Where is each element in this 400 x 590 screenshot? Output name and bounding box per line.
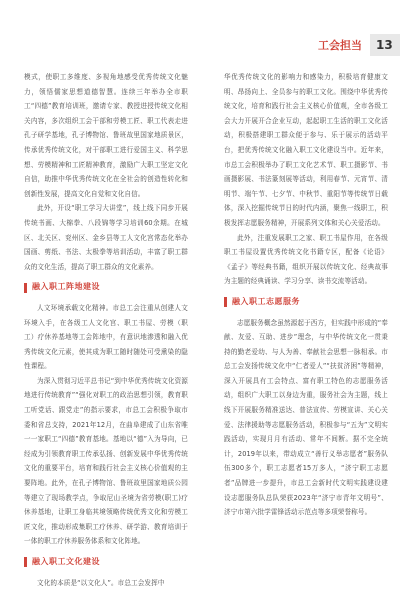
section-heading (24, 555, 188, 570)
section-heading (24, 280, 188, 295)
heading-bar (224, 297, 227, 307)
page-number: 13 (370, 34, 400, 56)
paragraph: 文化的本质是“以文化人”。市总工会发挥中 (37, 578, 165, 587)
left-column (24, 70, 188, 590)
section-heading (224, 295, 388, 310)
paragraph: 华优秀传统文化的影响力和感染力，积极培育健康文明、昂扬向上、全员参与的职工文化。围绕中华优秀传统文化，培育和践行社会主义核心价值观，全市各级工会大力开展开合企业互动，起起职工生活的职工文化活动，积极搭建职工群众便于参与、乐于展示的活动平台，把优秀传统文化融入职工文化建设当中。近年来，市总工会积极举办了职工文化艺术节、职工摄影节、书画摄影展、书法篆刻展等活动，利用春节、元宵节、清明节、端午节、七夕节、中秋节、重阳节等传统节日载体，深入挖掘传统节日的时代内涵，聚焦一线职工，积极发挥志愿服务精神，开展系列文体和关心关爱活动。 (224, 73, 388, 227)
right-column (224, 70, 388, 520)
paragraph: 志愿服务概念虽然源起于西方，但实践中形成的“奉献、友爱、互助、进步”理念，与中华传统文化一贯秉持的勤老爱幼、与人为善、奉献社会思想一脉相承。市总工会发扬传统文化中“仁者爱人”“扶贫济困”等精神，深入开展具有工会特点、富有职工特色的志愿服务活动，组织广大职工以身边为重，服务社会为主题，线上线下开展服务精准送达、普法宣传、劳模宣讲、关心关爱、法律援助等志愿服务活动，积极参与“五为”文明实践活动，实现月月有活动、常年不间断。据不完全统计，2019年以来，带动成立“善行义举志愿者”服务队伍300多个，职工志愿者15万多人，“济宁职工志愿者”品牌进一步提升，市总工会新时代文明实践建设建设志愿服务队总队荣获2023年“济宁市青年文明号”、济宁市第六批学雷锋活动示范点等多项荣誉称号。 (224, 318, 388, 517)
paragraph: 此外，开设“职工学习大讲堂”，线上线下同步开展传统书画、大棉拳、八段锦等学习培训60余期。在城区、北关区、兖州区、金乡县等工人文化宫常态化举办国画、剪纸、书法、太极拳等培训活动，丰富了职工群众的文化生活，提高了职工群众的文化素养。 (24, 204, 188, 271)
page-header (318, 34, 400, 56)
paragraph: 此外，注重发展职工之家、职工书屋作用，在各级职工书屋设置优秀传统文化书籍专区，配备《论语》《孟子》等经典书籍，组织开展以传统文化、经典故事为主题的经典诵读、学习分享、读书交流等活动。 (224, 233, 388, 286)
paragraph: 为深入贯彻习近平总书记“到中华优秀传统文化资源地进行传统教育”“强化对职工的政治思想引领，教育职工听党话、跟党走”的指示要求，市总工会积极争取市委和省总支持，2021年12月，在曲阜建成了山东省唯一一家职工“四德”教育基地。基地以“德”入为导向，已经成为引领教育职工传承弘扬、创新发展中华优秀传统文化的重要平台，培育和践行社会主义核心价值观的主要阵地。此外，在孔子博物馆、鲁班故里国家地质公园等建立了现场教学点，争取尼山圣境为省劳模(职工)疗休养基地，让职工身临其境领略传统优秀文化和劳模工匠文化，推动形成集职工疗休养、研学游、教育培训于一体的职工疗休养服务体系和文化阵地。 (24, 376, 188, 546)
heading-text: 融入职工志愿服务 (232, 296, 300, 306)
heading-bar (24, 557, 27, 567)
paragraph: 人文环境承载文化精神。市总工会注重从创建人文环境入手，在各级工人文化宫、职工书屋、劳模（职工）疗休养基地等工会阵地中，有意识地渗透和融入优秀传统文化元素，使其成为职工随时随处可受熏染的隐性课程。 (24, 303, 188, 371)
paragraph: 模式，使职工多维度、多视角地感受优秀传统文化魅力，领悟儒家思想道德智慧。连续三年举办全市职工“四德”教育培训班，邀请专家、教授进授传统文化相关内容，多次组织工会干部和劳模工匠、职工代表走进孔子研学基地，孔子博物馆、鲁班故里国家地质景区，传承优秀传统文化，对干部职工进行爱国主义、科学思想、劳模精神和工匠精神教育，激励广大职工坚定文化自信，助推中华优秀传统文化在全社会的创造性转化和创新性发展，提高文化自觉和文化自信。 (24, 73, 188, 198)
heading-text: 融入职工文化建设 (32, 557, 100, 566)
section-name: 工会担当 (318, 39, 362, 52)
heading-bar (24, 283, 27, 293)
heading-text: 融入职工阵地建设 (32, 282, 100, 292)
